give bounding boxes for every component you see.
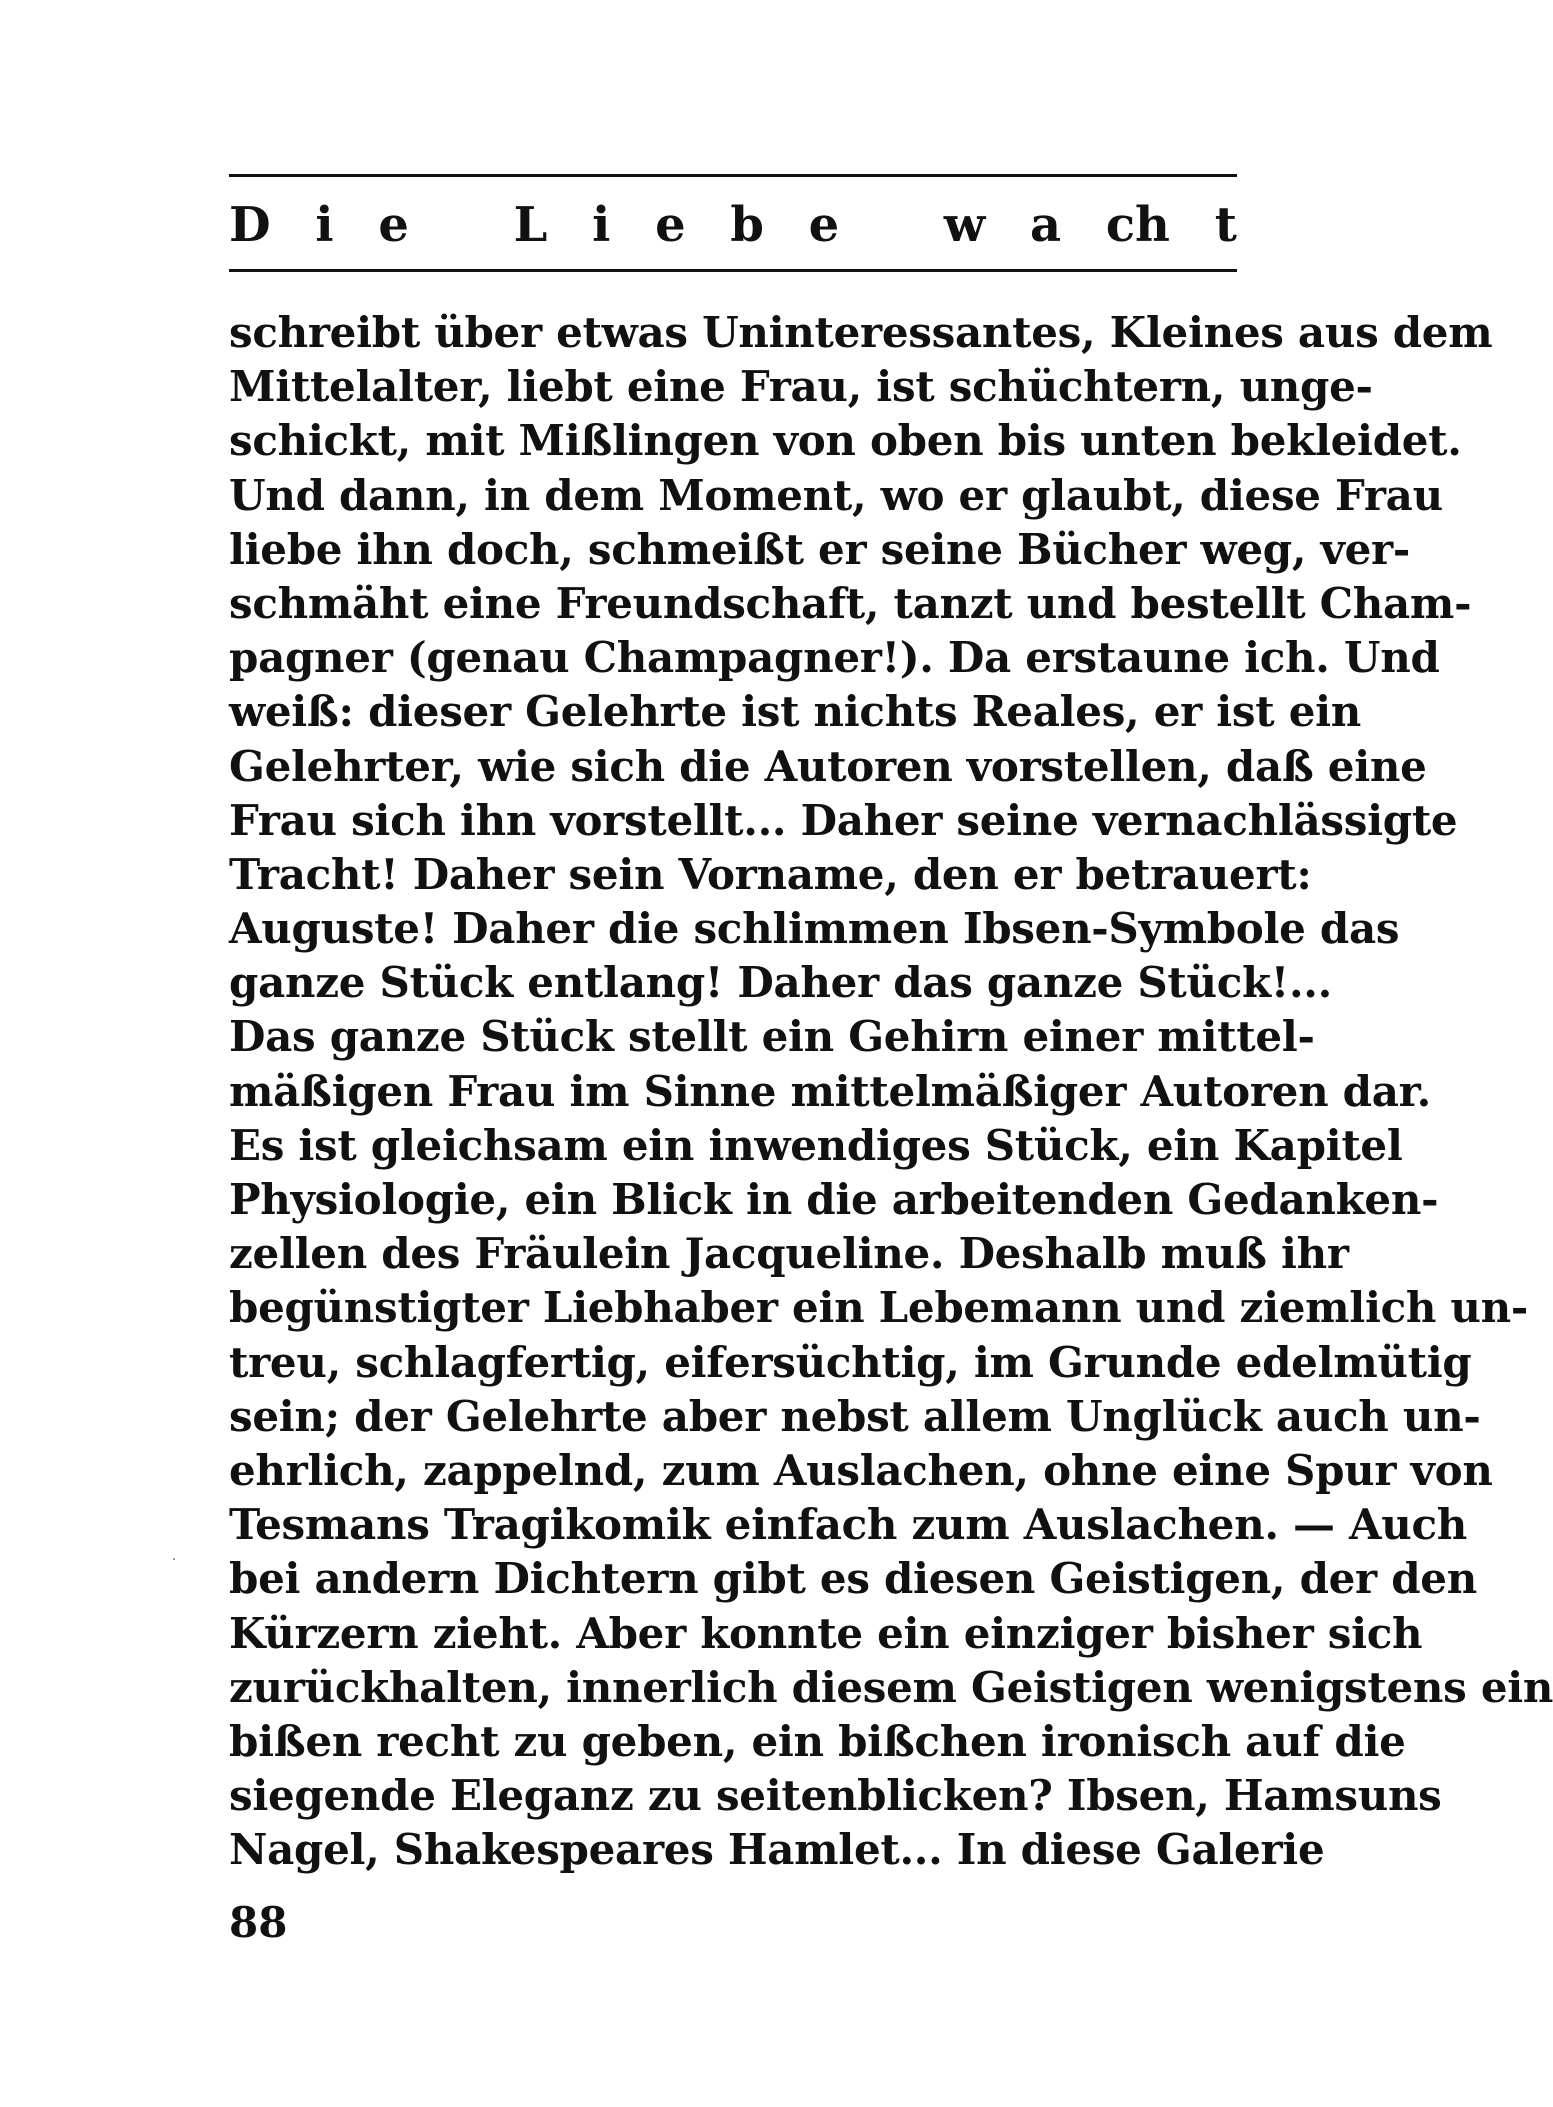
- text-line: schreibt über etwas Uninteressantes, Kleines aus dem: [229, 308, 1493, 357]
- text-line: pagner (genau Champagner!). Da erstaune ich. Und: [229, 633, 1440, 683]
- text-line: schmäht eine Freundschaft, tanzt und bestellt Cham-: [229, 578, 1472, 628]
- text-line: begünstigter Liebhaber ein Lebemann und ziemlich un-: [229, 1283, 1529, 1333]
- header-letter: e: [808, 197, 840, 253]
- header-letter: ch: [1105, 197, 1170, 253]
- text-line: Kürzern zieht. Aber konnte ein einziger bisher sich: [229, 1608, 1423, 1658]
- text-line: weiß: dieser Gelehrte ist nichts Reales, er ist ein: [229, 687, 1362, 737]
- text-line: mäßigen Frau im Sinne mittelmäßiger Autoren dar.: [229, 1066, 1431, 1116]
- text-line: zurückhalten, innerlich diesem Geistigen wenigstens ein: [229, 1662, 1553, 1712]
- text-line: Gelehrter, wie sich die Autoren vorstellen, daß eine: [229, 741, 1427, 791]
- text-line: Frau sich ihn vorstellt... Daher seine vernachlässigte: [229, 795, 1458, 845]
- text-line: ganze Stück entlang! Daher das ganze Stück!...: [229, 958, 1332, 1008]
- text-line: Tesmans Tragikomik einfach zum Auslachen. — Auch: [229, 1500, 1468, 1550]
- text-line: bißen recht zu geben, ein bißchen ironisch auf die: [229, 1716, 1406, 1766]
- text-line: schickt, mit Mißlingen von oben bis unten bekleidet.: [229, 416, 1462, 466]
- margin-speck: [173, 1558, 175, 1560]
- running-header: [229, 190, 1237, 260]
- header-letter: w: [943, 197, 986, 253]
- text-line: siegende Eleganz zu seitenblicken? Ibsen, Hamsuns: [229, 1771, 1442, 1821]
- text-line: Nagel, Shakespeares Hamlet... In diese Galerie: [229, 1825, 1325, 1875]
- header-letter: e: [655, 197, 686, 253]
- text-line: zellen des Fräulein Jacqueline. Deshalb muß ihr: [229, 1229, 1349, 1279]
- text-line: Tracht! Daher sein Vorname, den er betrauert:: [229, 849, 1312, 899]
- text-line: liebe ihn doch, schmeißt er seine Bücher weg, ver-: [229, 524, 1410, 574]
- header-letter: D: [229, 197, 271, 253]
- text-line: Das ganze Stück stellt ein Gehirn einer mittel-: [229, 1012, 1315, 1062]
- text-line: sein; der Gelehrte aber nebst allem Unglück auch un-: [229, 1391, 1481, 1441]
- text-line: Es ist gleichsam ein inwendiges Stück, ein Kapitel: [229, 1120, 1403, 1170]
- header-letter: b: [730, 197, 764, 253]
- text-line: Physiologie, ein Blick in die arbeitenden Gedanken-: [229, 1175, 1439, 1224]
- header-letter: i: [315, 197, 334, 253]
- body-text: [229, 306, 1553, 1877]
- text-line: ehrlich, zappelnd, zum Auslachen, ohne eine Spur von: [229, 1445, 1493, 1495]
- header-letter: a: [1029, 197, 1062, 253]
- header-letter: e: [378, 197, 409, 253]
- text-line: Auguste! Daher die schlimmen Ibsen-Symbole das: [229, 904, 1400, 954]
- header-letter: L: [513, 197, 548, 253]
- header-bottom-rule: [229, 269, 1237, 272]
- header-letter: t: [1214, 197, 1237, 253]
- text-line: Mittelalter, liebt eine Frau, ist schüchtern, unge-: [229, 362, 1373, 412]
- text-line: Und dann, in dem Moment, wo er glaubt, diese Frau: [229, 470, 1443, 520]
- text-line: treu, schlagfertig, eifersüchtig, im Grunde edelmütig: [229, 1337, 1472, 1387]
- page-number: 88: [229, 1898, 288, 1947]
- header-top-rule: [229, 174, 1237, 177]
- text-line: bei andern Dichtern gibt es diesen Geistigen, der den: [229, 1554, 1477, 1604]
- header-letter: i: [592, 197, 611, 253]
